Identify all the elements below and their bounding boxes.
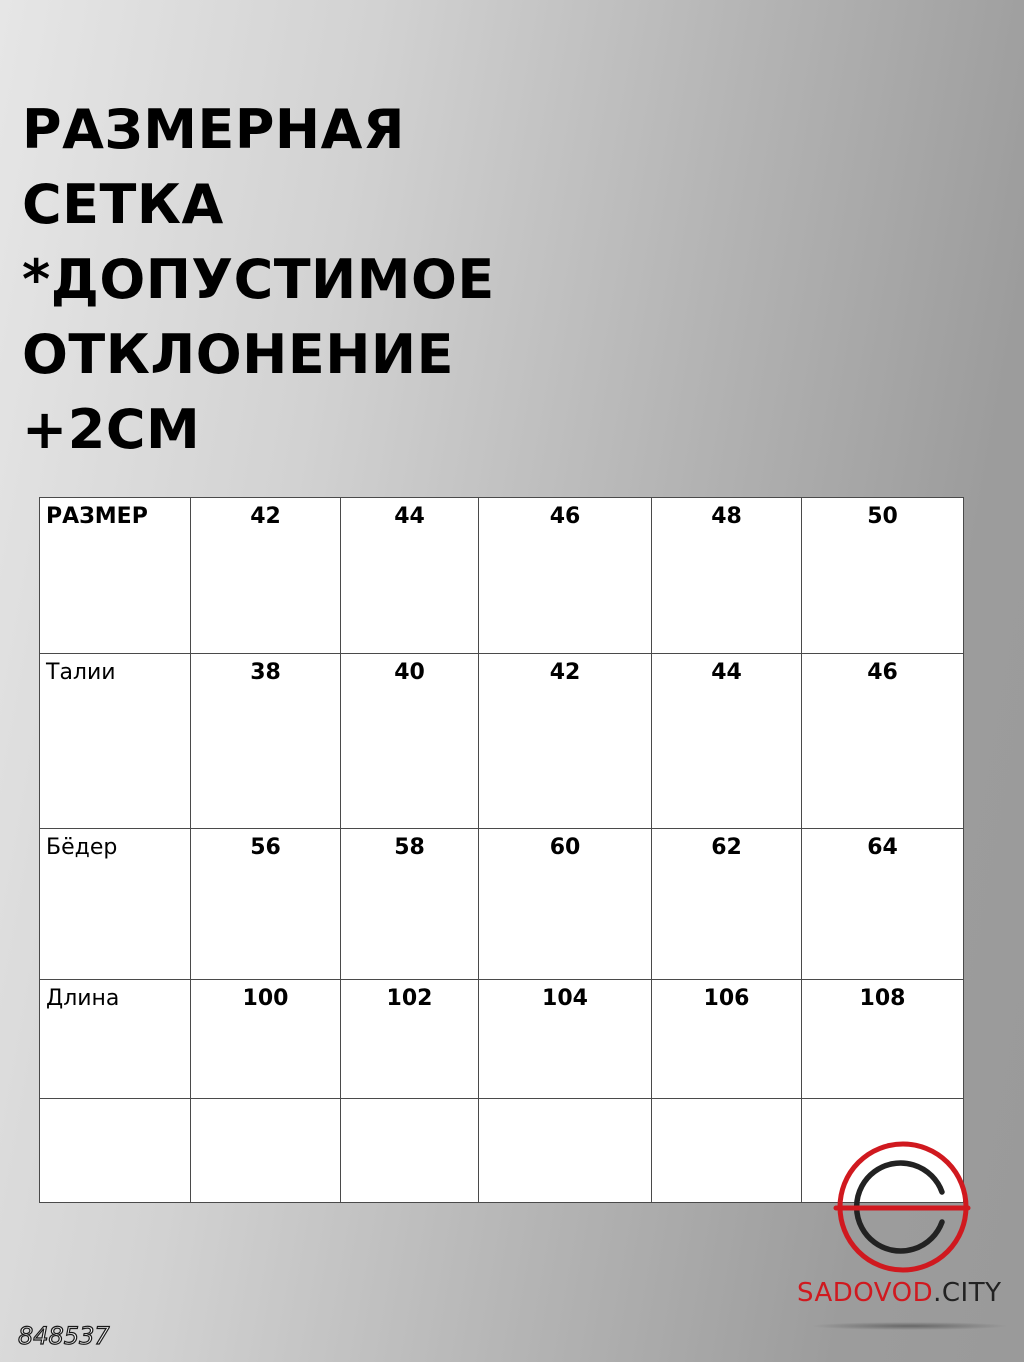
row-label-length: Длина — [40, 980, 191, 1099]
title-line-2: СЕТКА — [22, 173, 224, 236]
table-row-length — [40, 980, 964, 1099]
title-line-4: ОТКЛОНЕНИЕ — [22, 323, 454, 386]
table-cell: 42 — [479, 654, 652, 829]
table-cell: 48 — [652, 498, 802, 654]
table-cell: 44 — [652, 654, 802, 829]
logo-text-red: SADOVOD — [797, 1278, 934, 1308]
table-cell: 46 — [479, 498, 652, 654]
table-row-hips — [40, 829, 964, 980]
row-label-hips: Бёдер — [40, 829, 191, 980]
table-cell — [479, 1099, 652, 1203]
table-cell — [652, 1099, 802, 1203]
table-cell: 50 — [802, 498, 964, 654]
title-line-1: РАЗМЕРНАЯ — [22, 98, 406, 161]
table-row-waist — [40, 654, 964, 829]
table-cell: 56 — [191, 829, 341, 980]
page-title — [22, 92, 495, 467]
row-label-waist: Талии — [40, 654, 191, 829]
table-cell: 102 — [341, 980, 479, 1099]
table-cell: 58 — [341, 829, 479, 980]
table-row-size — [40, 498, 964, 654]
table-cell — [341, 1099, 479, 1203]
logo-wordmark — [797, 1278, 1001, 1308]
row-label-size: РАЗМЕР — [40, 498, 191, 654]
table-cell: 60 — [479, 829, 652, 980]
row-label-empty — [40, 1099, 191, 1203]
table-cell: 100 — [191, 980, 341, 1099]
table-cell: 46 — [802, 654, 964, 829]
table-cell: 38 — [191, 654, 341, 829]
table-cell: 108 — [802, 980, 964, 1099]
table-cell — [191, 1099, 341, 1203]
title-line-3: *ДОПУСТИМОЕ — [22, 248, 495, 311]
logo-shadow — [810, 1322, 1010, 1330]
table-cell: 40 — [341, 654, 479, 829]
table-cell: 62 — [652, 829, 802, 980]
watermark-id: 848537 — [18, 1322, 110, 1350]
logo-text-dark: .CITY — [933, 1278, 1002, 1308]
table-cell: 44 — [341, 498, 479, 654]
table-cell: 42 — [191, 498, 341, 654]
size-chart-table — [39, 497, 964, 1203]
table-cell: 64 — [802, 829, 964, 980]
table-cell: 104 — [479, 980, 652, 1099]
title-line-5: +2СМ — [22, 398, 201, 461]
table-cell: 106 — [652, 980, 802, 1099]
